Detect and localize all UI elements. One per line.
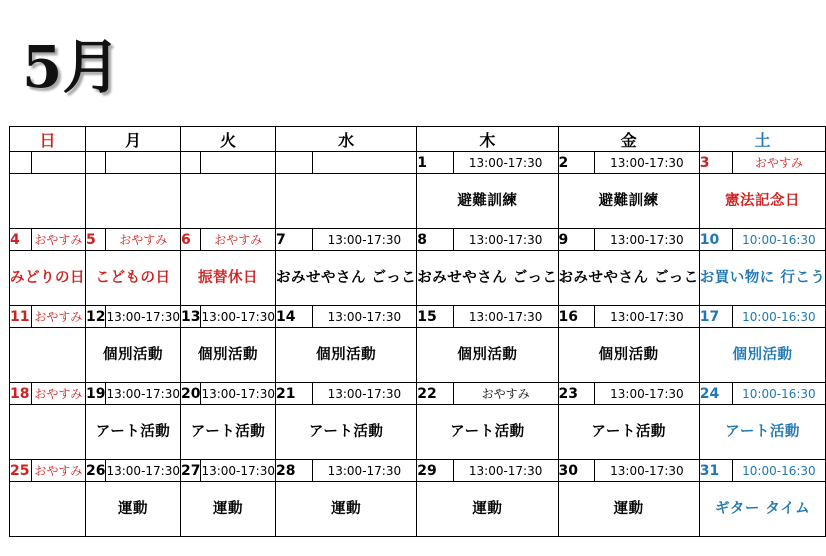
day-number-sat: 3 xyxy=(699,152,732,174)
event-cell-thu: おみせやさん ごっこ xyxy=(417,251,558,306)
day-number-wed: 21 xyxy=(275,383,312,405)
day-hours-thu: 13:00-17:30 xyxy=(453,152,558,174)
event-cell-thu: 個別活動 xyxy=(417,328,558,383)
day-hours-sat: 10:00-16:30 xyxy=(732,229,826,251)
event-cell-fri: 運動 xyxy=(558,482,699,537)
event-row xyxy=(10,251,826,306)
day-number-mon: 5 xyxy=(86,229,106,251)
event-cell-wed: 運動 xyxy=(275,482,416,537)
day-hours-sat: 10:00-16:30 xyxy=(732,383,826,405)
day-hours-sun: おやすみ xyxy=(31,460,85,482)
day-number-thu: 22 xyxy=(417,383,454,405)
day-hours-thu: 13:00-17:30 xyxy=(453,306,558,328)
date-row xyxy=(10,460,826,482)
event-cell-thu: 避難訓練 xyxy=(417,174,558,229)
day-number-fri: 23 xyxy=(558,383,595,405)
day-hours-thu: 13:00-17:30 xyxy=(453,460,558,482)
day-hours-mon: 13:00-17:30 xyxy=(106,460,181,482)
event-row xyxy=(10,405,826,460)
day-number-sun: 11 xyxy=(10,306,32,328)
weekday-wed: 水 xyxy=(275,127,416,152)
day-hours-wed: 13:00-17:30 xyxy=(312,460,417,482)
day-hours-tue: 13:00-17:30 xyxy=(201,460,276,482)
day-number-fri: 16 xyxy=(558,306,595,328)
weekday-tue: 火 xyxy=(180,127,275,152)
day-hours-sat: おやすみ xyxy=(732,152,826,174)
event-cell-wed: 個別活動 xyxy=(275,328,416,383)
event-cell-sun xyxy=(10,174,86,229)
event-cell-tue: 振替休日 xyxy=(180,251,275,306)
day-number-fri: 30 xyxy=(558,460,595,482)
day-number-mon: 12 xyxy=(86,306,106,328)
event-cell-sat: アート活動 xyxy=(699,405,826,460)
day-number-tue xyxy=(180,152,200,174)
event-cell-mon: こどもの日 xyxy=(86,251,181,306)
event-cell-sun xyxy=(10,405,86,460)
event-cell-wed: おみせやさん ごっこ xyxy=(275,251,416,306)
event-cell-mon: アート活動 xyxy=(86,405,181,460)
day-number-sun: 4 xyxy=(10,229,32,251)
day-hours-sun: おやすみ xyxy=(31,306,85,328)
page-title: 5月 xyxy=(22,33,121,101)
day-number-mon xyxy=(86,152,106,174)
event-cell-thu: アート活動 xyxy=(417,405,558,460)
day-number-mon: 19 xyxy=(86,383,106,405)
event-row xyxy=(10,328,826,383)
event-cell-wed xyxy=(275,174,416,229)
event-cell-sun xyxy=(10,482,86,537)
day-number-tue: 20 xyxy=(180,383,200,405)
event-cell-fri: 避難訓練 xyxy=(558,174,699,229)
event-cell-tue: アート活動 xyxy=(180,405,275,460)
day-number-wed: 28 xyxy=(275,460,312,482)
day-hours-tue xyxy=(201,152,276,174)
calendar-table xyxy=(9,126,826,537)
day-hours-wed xyxy=(312,152,417,174)
day-number-sun: 18 xyxy=(10,383,32,405)
day-number-sun: 25 xyxy=(10,460,32,482)
day-hours-tue: おやすみ xyxy=(201,229,276,251)
day-number-sat: 10 xyxy=(699,229,732,251)
day-hours-wed: 13:00-17:30 xyxy=(312,383,417,405)
event-cell-sat: ギター タイム xyxy=(699,482,826,537)
day-hours-fri: 13:00-17:30 xyxy=(595,306,700,328)
event-cell-sat: 憲法記念日 xyxy=(699,174,826,229)
weekday-thu: 木 xyxy=(417,127,558,152)
day-number-thu: 8 xyxy=(417,229,454,251)
event-cell-fri: おみせやさん ごっこ xyxy=(558,251,699,306)
day-number-wed: 14 xyxy=(275,306,312,328)
event-cell-mon xyxy=(86,174,181,229)
date-row xyxy=(10,383,826,405)
event-cell-wed: アート活動 xyxy=(275,405,416,460)
day-hours-wed: 13:00-17:30 xyxy=(312,229,417,251)
event-cell-tue xyxy=(180,174,275,229)
day-hours-fri: 13:00-17:30 xyxy=(595,383,700,405)
day-hours-tue: 13:00-17:30 xyxy=(201,383,276,405)
event-cell-fri: アート活動 xyxy=(558,405,699,460)
day-hours-fri: 13:00-17:30 xyxy=(595,229,700,251)
day-hours-sun: おやすみ xyxy=(31,229,85,251)
day-hours-mon: 13:00-17:30 xyxy=(106,383,181,405)
weekday-sun: 日 xyxy=(10,127,86,152)
day-hours-sat: 10:00-16:30 xyxy=(732,460,826,482)
day-number-mon: 26 xyxy=(86,460,106,482)
day-number-thu: 1 xyxy=(417,152,454,174)
weekday-header-row xyxy=(10,127,826,152)
day-hours-thu: おやすみ xyxy=(453,383,558,405)
event-row xyxy=(10,174,826,229)
day-number-tue: 27 xyxy=(180,460,200,482)
day-number-sat: 24 xyxy=(699,383,732,405)
day-hours-fri: 13:00-17:30 xyxy=(595,152,700,174)
day-number-sat: 17 xyxy=(699,306,732,328)
weekday-sat: 土 xyxy=(699,127,826,152)
event-row xyxy=(10,482,826,537)
day-number-thu: 15 xyxy=(417,306,454,328)
day-number-tue: 6 xyxy=(180,229,200,251)
day-hours-sat: 10:00-16:30 xyxy=(732,306,826,328)
date-row xyxy=(10,229,826,251)
day-number-sat: 31 xyxy=(699,460,732,482)
day-number-sun xyxy=(10,152,32,174)
day-number-fri: 9 xyxy=(558,229,595,251)
event-cell-fri: 個別活動 xyxy=(558,328,699,383)
day-number-wed xyxy=(275,152,312,174)
event-cell-sat: お買い物に 行こう xyxy=(699,251,826,306)
weekday-fri: 金 xyxy=(558,127,699,152)
event-cell-mon: 個別活動 xyxy=(86,328,181,383)
day-hours-tue: 13:00-17:30 xyxy=(201,306,276,328)
event-cell-thu: 運動 xyxy=(417,482,558,537)
event-cell-tue: 個別活動 xyxy=(180,328,275,383)
day-hours-sun: おやすみ xyxy=(31,383,85,405)
day-number-fri: 2 xyxy=(558,152,595,174)
day-hours-sun xyxy=(31,152,85,174)
event-cell-mon: 運動 xyxy=(86,482,181,537)
day-hours-fri: 13:00-17:30 xyxy=(595,460,700,482)
day-number-thu: 29 xyxy=(417,460,454,482)
date-row xyxy=(10,152,826,174)
day-hours-mon: おやすみ xyxy=(106,229,181,251)
day-number-tue: 13 xyxy=(180,306,200,328)
weekday-mon: 月 xyxy=(86,127,181,152)
event-cell-sun xyxy=(10,328,86,383)
date-row xyxy=(10,306,826,328)
day-hours-thu: 13:00-17:30 xyxy=(453,229,558,251)
event-cell-sun: みどりの日 xyxy=(10,251,86,306)
day-hours-mon xyxy=(106,152,181,174)
day-hours-wed: 13:00-17:30 xyxy=(312,306,417,328)
event-cell-sat: 個別活動 xyxy=(699,328,826,383)
event-cell-tue: 運動 xyxy=(180,482,275,537)
day-hours-mon: 13:00-17:30 xyxy=(106,306,181,328)
day-number-wed: 7 xyxy=(275,229,312,251)
